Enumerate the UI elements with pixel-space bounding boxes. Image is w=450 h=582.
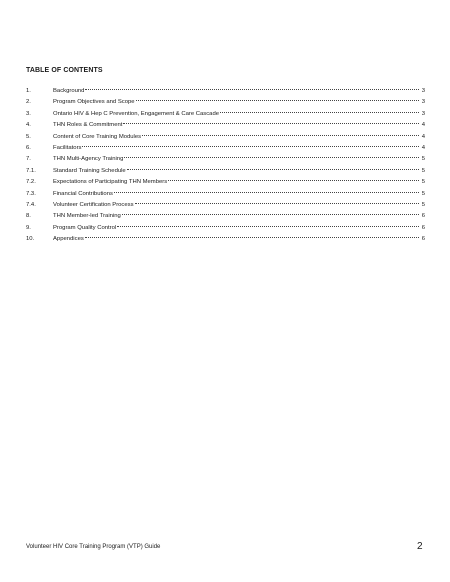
toc-entry[interactable] xyxy=(26,132,425,143)
toc-entry-page: 3 xyxy=(421,110,425,117)
toc-entry-label: Facilitators xyxy=(53,144,82,151)
toc-leader-dots xyxy=(124,157,419,158)
toc-entry-label: Standard Training Schedule xyxy=(53,167,126,174)
toc-leader-dots xyxy=(123,123,419,124)
toc-entry-label: Program Objectives and Scope xyxy=(53,99,135,106)
toc-entry-label: THN Roles & Commitment xyxy=(53,122,123,129)
toc-entry[interactable] xyxy=(26,109,425,120)
toc-leader-dots xyxy=(85,89,419,90)
toc-entry-label: Expectations of Participating THN Members xyxy=(53,179,168,186)
toc-entry-page: 6 xyxy=(421,224,425,231)
toc-leader-dots xyxy=(85,237,419,238)
toc-entry-label: THN Multi-Agency Training xyxy=(53,156,124,163)
toc-entry[interactable] xyxy=(26,166,425,177)
toc-entry-number: 6. xyxy=(26,144,31,151)
toc-entry-label: Background xyxy=(53,88,85,94)
toc-entry-page: 4 xyxy=(421,133,425,140)
toc-leader-dots xyxy=(114,192,419,193)
toc-entry-number: 9. xyxy=(26,224,31,231)
toc-entry[interactable] xyxy=(26,143,425,154)
toc-entry[interactable] xyxy=(26,154,425,165)
toc-leader-dots xyxy=(135,203,419,204)
toc-entry-page: 5 xyxy=(421,167,425,174)
toc-entry[interactable] xyxy=(26,234,425,245)
toc-entry[interactable] xyxy=(26,97,425,108)
toc-entry-page: 5 xyxy=(421,179,425,186)
toc-entry-number: 7.2. xyxy=(26,179,36,186)
toc-entry-number: 7. xyxy=(26,156,31,163)
toc-entry-page: 5 xyxy=(421,156,425,163)
toc-entry[interactable] xyxy=(26,200,425,211)
toc-entry-label: Ontario HIV & Hep C Prevention, Engagement & Care Cascade xyxy=(53,110,220,117)
toc-entry-number: 1. xyxy=(26,88,31,94)
toc-entry-page: 3 xyxy=(421,99,425,106)
toc-entry[interactable] xyxy=(26,189,425,200)
toc-entry-number: 8. xyxy=(26,213,31,220)
toc-entry-label: Content of Core Training Modules xyxy=(53,133,142,140)
toc-leader-dots xyxy=(168,180,419,181)
toc-leader-dots xyxy=(136,100,419,101)
toc-entry-page: 5 xyxy=(421,190,425,197)
toc-entry-label: Financial Contributions xyxy=(53,190,113,197)
toc-entry-number: 10. xyxy=(26,236,35,243)
toc-leader-dots xyxy=(117,226,419,227)
toc-list xyxy=(26,86,425,245)
toc-leader-dots xyxy=(142,135,419,136)
toc-leader-dots xyxy=(82,146,419,147)
toc-entry-page: 6 xyxy=(421,213,425,220)
toc-entry-label: Appendices xyxy=(53,236,84,243)
toc-heading: TABLE OF CONTENTS xyxy=(26,67,103,74)
toc-entry[interactable] xyxy=(26,177,425,188)
toc-entry-number: 4. xyxy=(26,122,31,129)
toc-entry-number: 7.3. xyxy=(26,190,36,197)
toc-entry-number: 7.4. xyxy=(26,201,36,208)
toc-entry-page: 3 xyxy=(421,88,425,94)
footer-document-title: Volunteer HIV Core Training Program (VTP) Guide xyxy=(26,544,161,550)
toc-entry-page: 5 xyxy=(421,201,425,208)
toc-entry-page: 4 xyxy=(421,122,425,129)
toc-leader-dots xyxy=(127,169,419,170)
footer-page-number: 2 xyxy=(417,541,423,552)
toc-entry[interactable] xyxy=(26,86,425,97)
toc-entry[interactable] xyxy=(26,223,425,234)
toc-entry-label: THN Member-led Training xyxy=(53,213,121,220)
toc-leader-dots xyxy=(122,214,419,215)
toc-entry-label: Volunteer Certification Process xyxy=(53,201,134,208)
toc-entry-page: 6 xyxy=(421,236,425,243)
toc-entry-number: 2. xyxy=(26,99,31,106)
toc-entry-number: 3. xyxy=(26,110,31,117)
toc-leader-dots xyxy=(220,112,419,113)
toc-entry-number: 7.1. xyxy=(26,167,36,174)
toc-entry-label: Program Quality Control xyxy=(53,224,117,231)
toc-entry-number: 5. xyxy=(26,133,31,140)
toc-entry[interactable] xyxy=(26,211,425,222)
toc-entry[interactable] xyxy=(26,120,425,131)
toc-entry-page: 4 xyxy=(421,144,425,151)
